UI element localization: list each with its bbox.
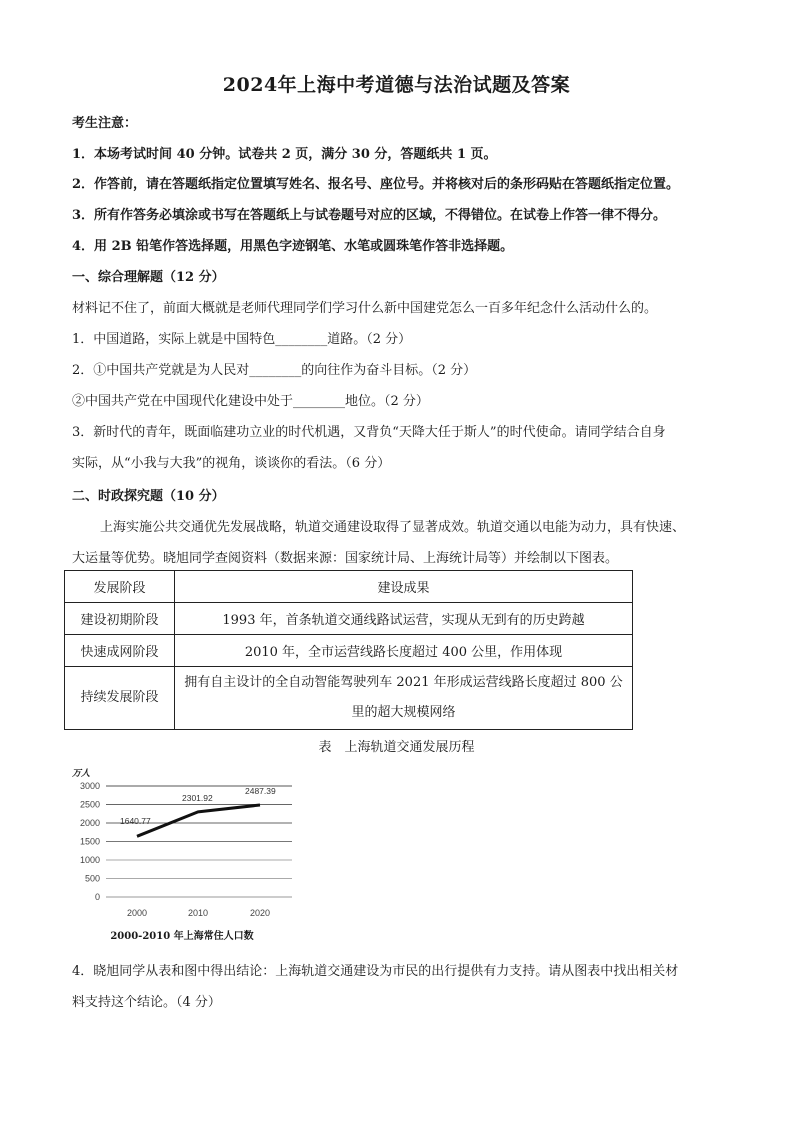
table-cell-result: 2010 年，全市运营线路长度超过 400 公里，作用体现 [175, 635, 633, 667]
section1-heading: 一、综合理解题（12 分） [72, 270, 225, 285]
svg-text:1640.77: 1640.77 [120, 816, 151, 826]
question-1: 1．中国道路，实际上就是中国特色________道路。（2 分） [72, 332, 412, 347]
y-tick-labels [80, 781, 100, 902]
svg-text:1500: 1500 [79, 836, 100, 847]
table-header-result: 建设成果 [175, 571, 633, 603]
svg-text:3000: 3000 [79, 781, 100, 791]
svg-text:500: 500 [84, 873, 100, 884]
x-tick-labels [127, 908, 270, 918]
svg-text:2000: 2000 [79, 818, 100, 828]
notice-heading: 考生注意： [72, 116, 138, 131]
table-header-stage: 发展阶段 [65, 571, 175, 603]
notice-4: 4．用 2B 铅笔作答选择题，用黑色字迹钢笔、水笔或圆珠笔作答非选择题。 [72, 239, 514, 254]
notice-2: 2．作答前，请在答题纸指定位置填写姓名、报名号、座位号。并将核对后的条形码贴在答题纸指定位置。 [72, 177, 680, 192]
svg-text:2487.39: 2487.39 [245, 786, 276, 796]
section2-intro-line2: 大运量等优势。晓旭同学查阅资料（数据来源：国家统计局、上海统计局等）并绘制以下图表。 [72, 551, 619, 566]
svg-text:2000: 2000 [126, 908, 148, 918]
table-cell-result: 拥有自主设计的全自动智能驾驶列车 2021 年形成运营线路长度超过 800 公里的超大规模网络 [175, 667, 633, 730]
table-cell-result: 1993 年，首条轨道交通线路试运营，实现从无到有的历史跨越 [175, 603, 633, 635]
question-2a: 2．①中国共产党就是为人民对________的向往作为奋斗目标。（2 分） [72, 363, 477, 378]
population-series-line [137, 805, 260, 836]
svg-text:2500: 2500 [79, 799, 100, 810]
question-2b: ②中国共产党在中国现代化建设中处于________地位。（2 分） [72, 394, 429, 409]
table-caption: 表 上海轨道交通发展历程 [318, 740, 475, 755]
question-3-line1: 3．新时代的青年，既面临建功立业的时代机遇，又背负“天降大任于斯人”的时代使命。请同学结合自身 [72, 425, 666, 440]
section1-material: 材料记不住了，前面大概就是老师代理同学们学习什么新中国建党怎么一百多年纪念什么活动什么的。 [72, 301, 658, 316]
table-row [65, 603, 633, 635]
question-4-line2: 料支持这个结论。（4 分） [72, 995, 221, 1010]
section2-heading: 二、时政探究题（10 分） [72, 489, 225, 504]
table-cell-stage: 建设初期阶段 [65, 603, 175, 635]
chart-title: 2000-2010 年上海常住人口数 [110, 931, 254, 942]
svg-text:1000: 1000 [79, 855, 100, 865]
svg-text:2010: 2010 [187, 908, 209, 918]
table-cell-stage: 快速成网阶段 [65, 635, 175, 667]
section2-intro-line1: 上海实施公共交通优先发展战略，轨道交通建设取得了显著成效。轨道交通以电能为动力，具有快速、 [100, 520, 686, 535]
question-4-line1: 4．晓旭同学从表和图中得出结论：上海轨道交通建设为市民的出行提供有力支持。请从图表中找出相关材 [72, 964, 679, 979]
table-row [65, 635, 633, 667]
y-axis-label: 万人 [72, 768, 91, 778]
notice-1: 1．本场考试时间 40 分钟。试卷共 2 页，满分 30 分，答题纸共 1 页。 [72, 147, 497, 162]
development-table [64, 570, 633, 730]
svg-text:0: 0 [94, 892, 100, 902]
table-cell-stage: 持续发展阶段 [65, 667, 175, 730]
table-header-row [65, 571, 633, 603]
table-row [65, 667, 633, 730]
question-3-line2: 实际，从“小我与大我”的视角，谈谈你的看法。（6 分） [72, 456, 391, 471]
population-line-chart [62, 764, 302, 946]
page-title: 2024年上海中考道德与法治试题及答案 [222, 74, 571, 96]
svg-text:2020: 2020 [249, 908, 271, 918]
svg-text:2301.92: 2301.92 [182, 793, 213, 803]
notice-3: 3．所有作答务必填涂或书写在答题纸上与试卷题号对应的区域，不得错位。在试卷上作答一律不得分。 [72, 208, 667, 223]
